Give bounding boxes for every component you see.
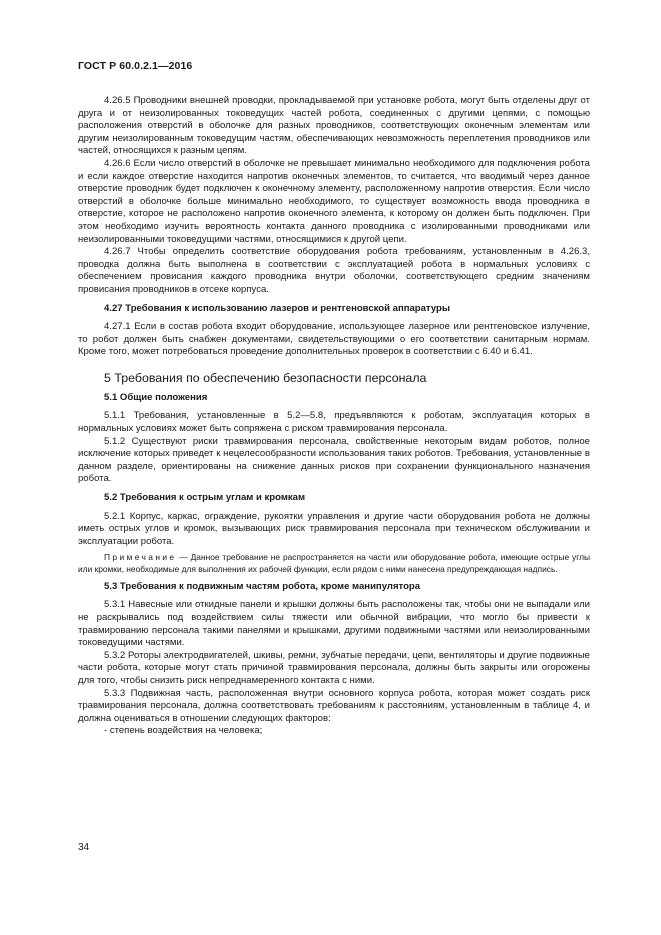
document-header: ГОСТ Р 60.0.2.1—2016	[78, 60, 193, 72]
document-body	[78, 95, 590, 738]
chapter-heading: 5 Требования по обеспечению безопасности персонала	[104, 370, 427, 385]
note-text: — Данное требование не распространяется на части или оборудование робота, имеющие острые углы или кромки, необходимые для выполнения их рабочей функции, если рядом с ними нанесена предупреждающая надпись.	[78, 552, 590, 574]
paragraph: 5.3.1 Навесные или откидные панели и крышки должны быть расположены так, чтобы они не выпадали или не раскрывались под воздействием силы тяжести или обычной вибрации, что могло бы привести к травмированию персонала такими панелями и крышками, другими подвижными частями или неизолированными токоведущими частями.	[78, 599, 590, 649]
paragraph: 4.26.6 Если число отверстий в оболочке не превышает минимально необходимого для подключения робота и если каждое отверстие находится напротив оконечных элементов, то считается, что вводимый через данное отверстие проводник будет подключен к оконечному элементу, расположенному напротив отверстия. Если число отверстий в оболочке больше минимально необходимого, то существует возможность ввода проводника в отверстие, которое не расположено напротив оконечного элемента, к которому он должен быть подключен. При этом необходимо изучить вероятность контакта данного проводника с изолированными проводниками или неизолированными токоведущими частями, относящимися к другой цепи.	[78, 157, 590, 245]
paragraph: 5.3.3 Подвижная часть, расположенная внутри основного корпуса робота, которая может создать риск травмирования персонала, должна соответствовать требованиям к расстояниям, установленным в таблице 4, и должна оцениваться в отношении следующих факторов:	[78, 687, 590, 724]
paragraph: 5.2.1 Корпус, каркас, ограждение, рукоятки управления и другие части оборудования робота не должны иметь острых углов и кромок, вызывающих риск травмирования персонала при техническом обслуживании и эксплуатации робота.	[78, 510, 590, 547]
paragraph: 4.26.7 Чтобы определить соответствие оборудования робота требованиям, установленным в 4.26.3, проводка должна быть выполнена в соответствии с эксплуатацией робота в нормальных условиях с обеспечением провисания каждого проводника внутри оболочки, соответствующего средним значениям провисания проводников в отсеке корпуса.	[78, 246, 590, 295]
page-number: 34	[78, 842, 90, 853]
section-heading: 5.1 Общие положения	[104, 391, 208, 403]
note-label: Примечание	[104, 552, 177, 563]
note	[78, 552, 590, 574]
list-item: - степень воздействия на человека;	[104, 725, 263, 737]
section-heading: 5.3 Требования к подвижным частям робота, кроме манипулятора	[104, 580, 421, 592]
paragraph: 5.1.1 Требования, установленные в 5.2—5.8, предъявляются к роботам, эксплуатация которых в нормальных условиях может быть сопряжена с риском травмирования персонала.	[78, 410, 590, 435]
paragraph: 4.26.5 Проводники внешней проводки, прокладываемой при установке робота, могут быть отделены друг от друга и от неизолированных токоведущих частей робота, соединенных с другими цепями, с помощью расположения отверстий в оболочке для разных проводников, соответствующих оконечным элементам или другим неизолированным токоведущим частям, обеспечивающих невозможность переплетения проводников или частей, относящихся к разным цепям.	[78, 95, 590, 157]
paragraph: 5.1.2 Существуют риски травмирования персонала, свойственные некоторым видам роботов, полное исключение которых приведет к нецелесообразности использования таких роботов. Требования, установленные в данном разделе, ориентированы на снижение данных рисков при сохранении функционального назначения робота.	[78, 435, 590, 485]
section-heading: 4.27 Требования к использованию лазеров и рентгеновской аппаратуры	[104, 302, 451, 314]
paragraph: 5.3.2 Роторы электродвигателей, шкивы, ремни, зубчатые передачи, цепи, вентиляторы и другие подвижные части робота, которые могут стать причиной травмирования персонала, должны быть закрыты или огорожены для того, чтобы снизить риск непреднамеренного контакта с ними.	[78, 649, 590, 686]
paragraph: 4.27.1 Если в состав робота входит оборудование, использующее лазерное или рентгеновское излучение, то робот должен быть снабжен документами, свидетельствующими о его соответствии санитарным нормам. Кроме того, может потребоваться проведение дополнительных проверок в соответствии с 6.40 и 6.41.	[78, 321, 590, 358]
section-heading: 5.2 Требования к острым углам и кромкам	[104, 492, 306, 504]
